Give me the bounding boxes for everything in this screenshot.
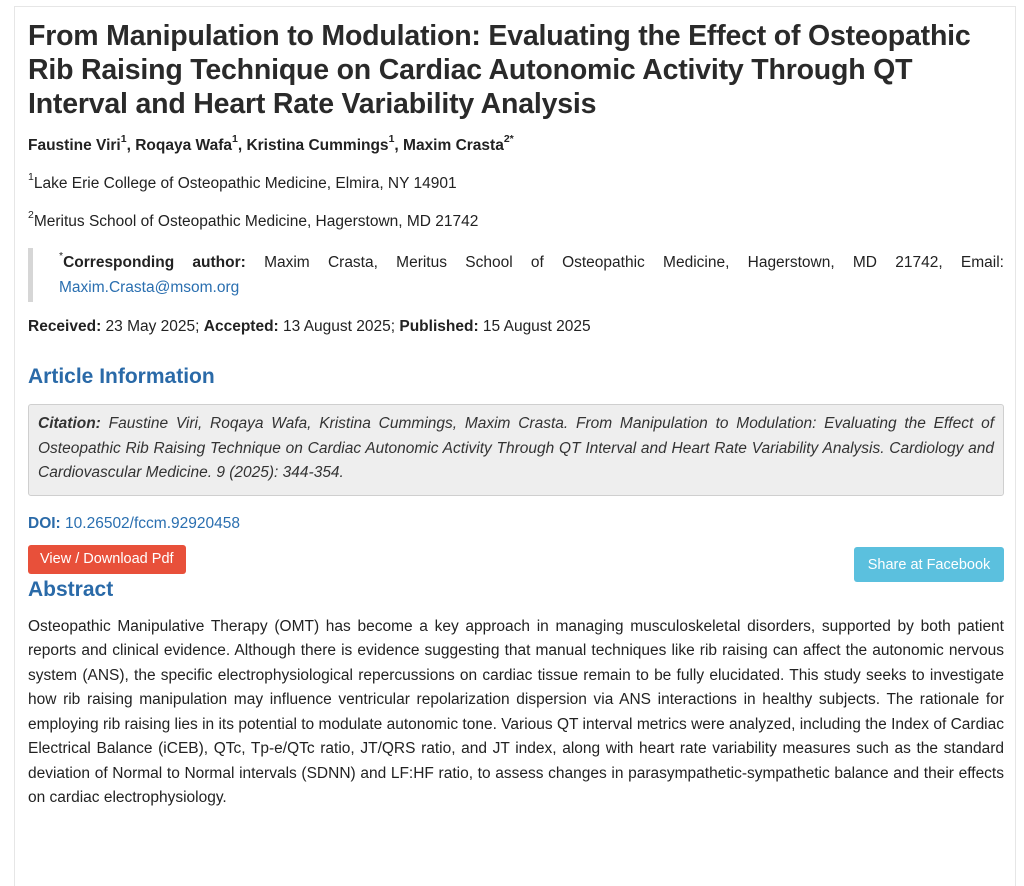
author-list: Faustine Viri$^1$, Roqaya Wafa$^1$, Kristina Cummings$^1$, Maxim Crasta$^{2*}$ <box>28 132 514 154</box>
action-buttons <box>28 545 1004 585</box>
author-name: Kristina Cummings <box>246 137 389 154</box>
article-information-heading: Article Information <box>28 365 215 388</box>
doi-line <box>28 513 1004 535</box>
publication-dates: Received: 23 May 2025; Accepted: 13 August 2025; Published: 15 August 2025 <box>28 318 591 335</box>
abstract-text: Osteopathic Manipulative Therapy (OMT) has become a key approach in managing musculoskeletal disorders, supported by both patient reports and clinical evidence. Although there is evidence suggesting that manual techniques like rib raising can affect the autonomic nervous system (ANS), the specific electrophysiological repercussions on cardiac tissue remain to be fully elucidated. This study seeks to investigate how rib raising manipulation may influence ventricular repolarization dispersion via ANS interactions in healthy subjects. The rationale for employing rib raising lies in its potential to modulate autonomic tone. Various QT interval metrics were analyzed, including the Index of Cardiac Electrical Balance (iCEB), QTc, Tp-e/QTc ratio, JT/QRS ratio, and JT index, along with heart rate variability measures such as the standard deviation of Normal to Normal intervals (SDNN) and LF:HF ratio, to assess changes in parasympathetic-sympathetic balance and their effects on cardiac electrophysiology. <box>28 617 1004 806</box>
doi-link[interactable]: 10.26502/fccm.92920458 <box>65 514 240 532</box>
view-download-pdf-button[interactable]: View / Download Pdf <box>28 545 186 574</box>
corresponding-author-label: Corresponding author: <box>63 254 246 271</box>
author-name: Maxim Crasta <box>403 137 504 154</box>
article-page <box>14 6 1016 886</box>
citation-text: Faustine Viri, Roqaya Wafa, Kristina Cummings, Maxim Crasta. From Manipulation to Modulation: Evaluating the Effect of Osteopathic Rib Raising Technique on Cardiac Autonomic Activity Through QT Interval and Heart Rate Variability Analysis. Cardiology and Cardiovascular Medicine. 9 (2025): 344-354. <box>38 415 994 481</box>
article-content <box>28 19 1004 811</box>
citation-box <box>28 404 1004 496</box>
corresponding-author-note: *Corresponding author: Maxim Crasta, Meritus School of Osteopathic Medicine, Hagerstown, MD 21742, Email: Maxim.Crasta@msom.org <box>28 248 1004 302</box>
author-name: Roqaya Wafa <box>135 137 232 154</box>
affiliation-1: $^1$Lake Erie College of Osteopathic Medicine, Elmira, NY 14901 <box>28 170 457 192</box>
share-facebook-button[interactable]: Share at Facebook <box>854 547 1004 582</box>
affiliation-2: $^2$Meritus School of Osteopathic Medicine, Hagerstown, MD 21742 <box>28 208 479 230</box>
citation-label: Citation: <box>38 415 101 432</box>
author-name: Faustine Viri <box>28 137 121 154</box>
abstract-heading: Abstract <box>28 577 114 601</box>
doi-label: DOI: <box>28 514 61 532</box>
article-title: From Manipulation to Modulation: Evaluating the Effect of Osteopathic Rib Raising Technique on Cardiac Autonomic Activity Through QT Interval and Heart Rate Variability Analysis <box>28 20 971 120</box>
author-email-link[interactable]: Maxim.Crasta@msom.org <box>59 279 240 296</box>
